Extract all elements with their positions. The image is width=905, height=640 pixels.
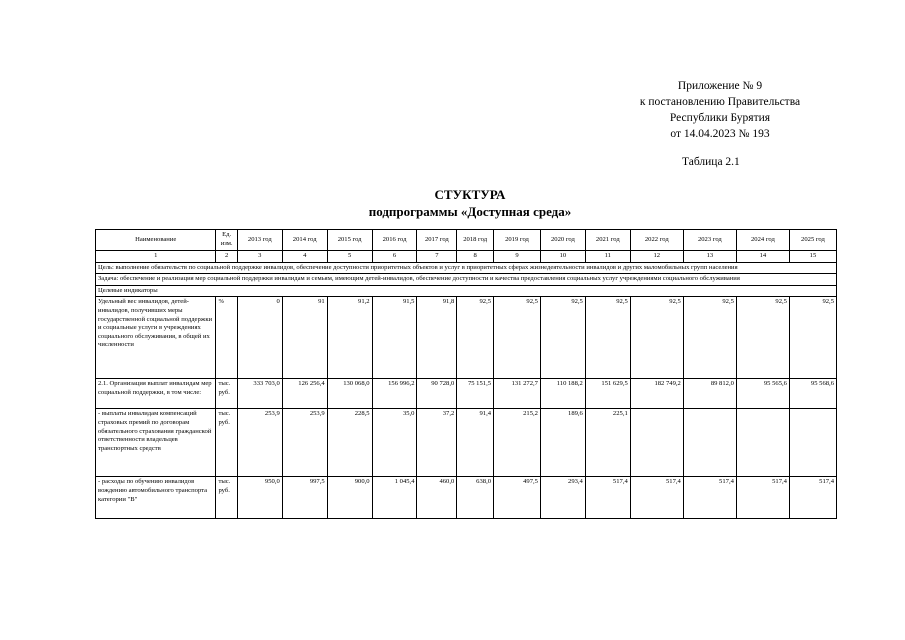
column-number: 12: [630, 251, 683, 263]
indicators-label: Целевые индикаторы: [96, 285, 837, 297]
row-value: 92,5: [683, 297, 736, 379]
header-cell: 2018 год: [457, 230, 494, 251]
row-value: 182 749,2: [630, 379, 683, 409]
row-value: 215,2: [494, 409, 541, 477]
row-value: 92,5: [736, 297, 789, 379]
column-number: 3: [237, 251, 282, 263]
column-number: 10: [540, 251, 585, 263]
header-cell: Наименование: [96, 230, 216, 251]
row-unit: тыс. руб.: [216, 477, 237, 519]
column-number: 15: [789, 251, 836, 263]
row-value: 126 256,4: [282, 379, 327, 409]
row-value: 517,4: [789, 477, 836, 519]
column-number: 5: [327, 251, 372, 263]
indicators-row: [96, 285, 837, 297]
row-name: - выплаты инвалидам компенсаций страховых премий по договорам обязательного страхования гражданской ответственности владельцев транспортных средств: [96, 409, 216, 477]
row-unit: тыс. руб.: [216, 409, 237, 477]
row-unit: тыс. руб.: [216, 379, 237, 409]
row-value: 37,2: [417, 409, 457, 477]
title-line-2: подпрограммы «Доступная среда»: [368, 204, 572, 219]
task-text: Задача: обеспечение и реализация мер социальной поддержки инвалидам и семьям, имеющим детей-инвалидов, обеспечение доступности и качества предоставления социальных услуг учреждениями социального обслуживания: [96, 274, 837, 286]
row-name: - расходы по обучению инвалидов вождению автомобильного транспорта категории "В": [96, 477, 216, 519]
row-value: 517,4: [585, 477, 630, 519]
column-number: 14: [736, 251, 789, 263]
row-value: 110 188,2: [540, 379, 585, 409]
row-value: 91,4: [457, 409, 494, 477]
row-value: 189,6: [540, 409, 585, 477]
row-value: [789, 409, 836, 477]
header-cell: 2020 год: [540, 230, 585, 251]
row-value: 92,5: [540, 297, 585, 379]
column-number: 6: [372, 251, 417, 263]
row-value: [630, 409, 683, 477]
header-cell: 2015 год: [327, 230, 372, 251]
row-unit: %: [216, 297, 237, 379]
row-value: 156 996,2: [372, 379, 417, 409]
row-value: 225,1: [585, 409, 630, 477]
row-value: 95 565,6: [736, 379, 789, 409]
structure-table: [95, 229, 837, 519]
row-value: 92,5: [585, 297, 630, 379]
column-number-row: [96, 251, 837, 263]
row-name: 2.1. Организация выплат инвалидам мер социальной поддержки, в том числе:: [96, 379, 216, 409]
appendix-line: к постановлению Правительства: [639, 96, 801, 108]
table-row: [96, 477, 837, 519]
row-value: 900,0: [327, 477, 372, 519]
row-value: 130 068,0: [327, 379, 372, 409]
appendix-block: [600, 78, 840, 142]
row-value: 35,0: [372, 409, 417, 477]
column-number: 8: [457, 251, 494, 263]
appendix-line: от 14.04.2023 № 193: [670, 128, 770, 140]
row-value: 92,5: [789, 297, 836, 379]
header-cell: 2024 год: [736, 230, 789, 251]
row-name: Удельный вес инвалидов, детей-инвалидов, получивших меры государственной социальной поддержки и социальные услуги в учреждениях социального обслуживания, в общей их численности: [96, 297, 216, 379]
document-title: [250, 186, 690, 220]
row-value: 1 045,4: [372, 477, 417, 519]
row-value: 333 703,0: [237, 379, 282, 409]
header-row: [96, 230, 837, 251]
row-value: 497,5: [494, 477, 541, 519]
table-label: Таблица 2.1: [682, 156, 740, 168]
row-value: 75 151,5: [457, 379, 494, 409]
title-line-1: СТУКТУРА: [434, 187, 506, 202]
header-cell: 2013 год: [237, 230, 282, 251]
column-number: 11: [585, 251, 630, 263]
column-number: 9: [494, 251, 541, 263]
appendix-line: Приложение № 9: [677, 80, 763, 92]
row-value: 517,4: [630, 477, 683, 519]
column-number: 2: [216, 251, 237, 263]
row-value: 638,0: [457, 477, 494, 519]
row-value: 228,5: [327, 409, 372, 477]
row-value: 0: [237, 297, 282, 379]
column-number: 1: [96, 251, 216, 263]
header-cell: 2022 год: [630, 230, 683, 251]
row-value: 92,5: [457, 297, 494, 379]
row-value: 131 272,7: [494, 379, 541, 409]
header-cell: 2017 год: [417, 230, 457, 251]
table-row: [96, 409, 837, 477]
column-number: 7: [417, 251, 457, 263]
row-value: 253,9: [237, 409, 282, 477]
row-value: 91,2: [327, 297, 372, 379]
row-value: 92,5: [494, 297, 541, 379]
header-cell: 2023 год: [683, 230, 736, 251]
row-value: 253,9: [282, 409, 327, 477]
appendix-line: Республики Бурятия: [669, 112, 771, 124]
column-number: 13: [683, 251, 736, 263]
row-value: 90 728,0: [417, 379, 457, 409]
header-cell: Ед. изм.: [216, 230, 237, 251]
row-value: [683, 409, 736, 477]
header-cell: 2014 год: [282, 230, 327, 251]
row-value: 95 568,6: [789, 379, 836, 409]
row-value: 91,8: [417, 297, 457, 379]
row-value: 950,0: [237, 477, 282, 519]
row-value: 460,0: [417, 477, 457, 519]
header-cell: 2016 год: [372, 230, 417, 251]
row-value: 293,4: [540, 477, 585, 519]
task-row: [96, 274, 837, 286]
goal-text: Цель: выполнение обязательств по социальной поддержке инвалидов, обеспечение доступности приоритетных объектов и услуг в приоритетных сферах жизнедеятельности инвалидов и других маломобильных групп населения: [96, 262, 837, 274]
row-value: 92,5: [630, 297, 683, 379]
row-value: 89 812,0: [683, 379, 736, 409]
table-row: [96, 297, 837, 379]
goal-row: [96, 262, 837, 274]
row-value: 997,5: [282, 477, 327, 519]
table-row: [96, 379, 837, 409]
row-value: 91,5: [372, 297, 417, 379]
column-number: 4: [282, 251, 327, 263]
header-cell: 2019 год: [494, 230, 541, 251]
row-value: 517,4: [683, 477, 736, 519]
row-value: 517,4: [736, 477, 789, 519]
row-value: 91: [282, 297, 327, 379]
header-cell: 2021 год: [585, 230, 630, 251]
row-value: 151 629,5: [585, 379, 630, 409]
header-cell: 2025 год: [789, 230, 836, 251]
row-value: [736, 409, 789, 477]
